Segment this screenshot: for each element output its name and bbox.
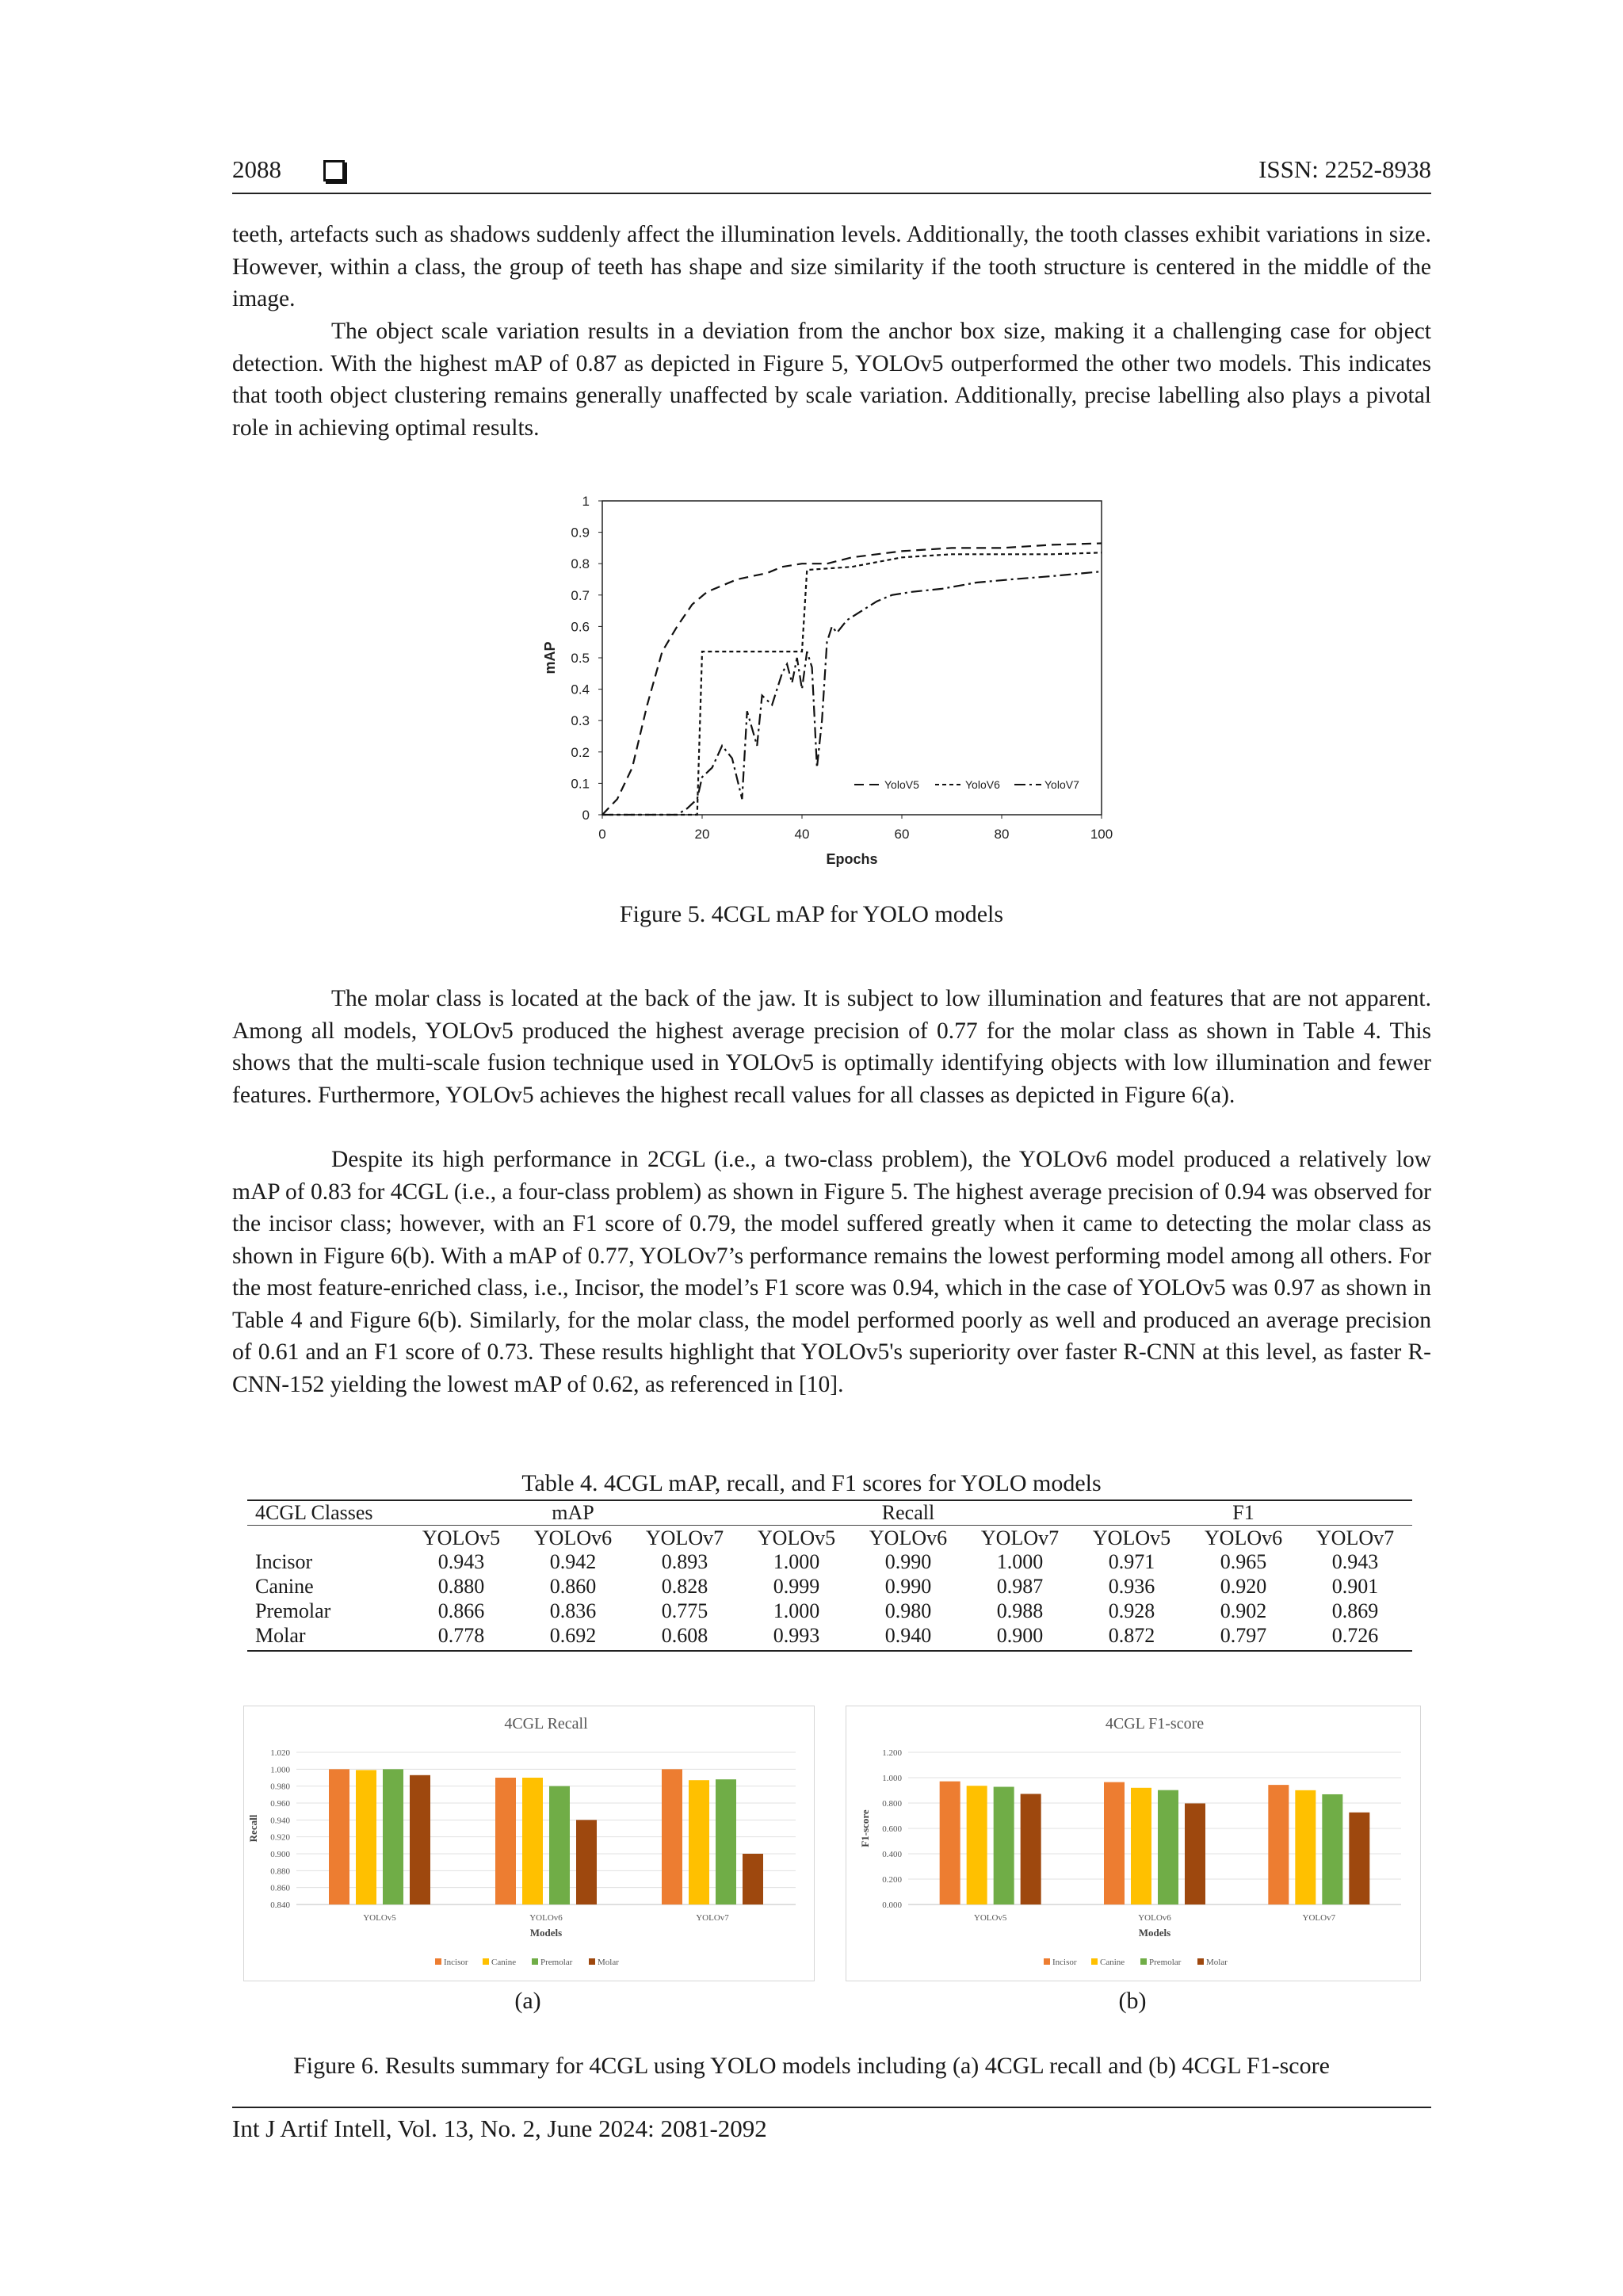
table-cell: 0.901 — [1331, 1575, 1379, 1598]
table-cell: 0.866 — [437, 1599, 485, 1622]
y-tick-label: 0.7 — [571, 587, 590, 603]
y-tick-label: 0.9 — [571, 525, 590, 541]
table-bottom-rule — [247, 1650, 1412, 1652]
page-header — [232, 155, 1431, 195]
table-subheader: YOLOv7 — [980, 1526, 1060, 1549]
table-cell: 0.872 — [1108, 1624, 1155, 1647]
table-cell: 1.000 — [773, 1599, 820, 1622]
x-axis-label: Models — [529, 1927, 563, 1939]
table-cell: 1.000 — [773, 1550, 820, 1573]
figure-6a-label: (a) — [514, 1988, 541, 2014]
table-cell: 0.920 — [1220, 1575, 1267, 1598]
y-tick-label: 1.020 — [270, 1748, 290, 1758]
bar-incisor-yolov7 — [662, 1769, 682, 1904]
bar-molar-yolov6 — [1185, 1803, 1205, 1904]
table-cell: 0.943 — [1331, 1550, 1379, 1573]
table-cell: 0.778 — [437, 1624, 485, 1647]
x-tick-label: 60 — [894, 827, 910, 842]
table-cell: 0.940 — [884, 1624, 932, 1647]
bar-canine-yolov5 — [967, 1786, 987, 1904]
x-tick-label: 100 — [1090, 827, 1113, 842]
y-tick-label: 0.000 — [882, 1901, 902, 1910]
bar-canine-yolov5 — [356, 1770, 376, 1904]
bar-incisor-yolov5 — [329, 1769, 349, 1904]
recall-chart-frame — [243, 1706, 815, 1981]
table-subheader: YOLOv6 — [869, 1526, 948, 1549]
bar-premolar-yolov5 — [383, 1769, 403, 1904]
chart-title: 4CGL Recall — [504, 1715, 588, 1733]
y-tick-label: 0.4 — [571, 682, 590, 697]
legend-label-canine: Canine — [491, 1958, 517, 1967]
recall-bar-chart — [244, 1706, 814, 1981]
y-tick-label: 0.860 — [270, 1883, 290, 1893]
table-subheader: YOLOv6 — [1204, 1526, 1283, 1549]
footer-rule — [232, 2107, 1431, 2108]
legend-label-incisor: Incisor — [1052, 1958, 1077, 1967]
figure-6-caption: Figure 6. Results summary for 4CGL using YOLO models including (a) 4CGL recall and (b) 4CGL F1-score — [293, 2053, 1330, 2079]
bar-premolar-yolov7 — [716, 1779, 736, 1904]
y-tick-label: 0.8 — [571, 556, 590, 572]
x-tick-label: 20 — [694, 827, 710, 842]
table-cell: 0.971 — [1108, 1550, 1155, 1573]
legend-swatch-canine — [1091, 1958, 1098, 1965]
legend-swatch-incisor — [1044, 1958, 1050, 1965]
y-axis-label: mAP — [542, 641, 558, 674]
y-tick-label: 0.600 — [882, 1824, 902, 1834]
series-line-yolov5 — [602, 544, 1102, 816]
footer-citation: Int J Artif Intell, Vol. 13, No. 2, June 2024: 2081-2092 — [232, 2115, 767, 2142]
table-cell: 0.928 — [1108, 1599, 1155, 1622]
x-tick-label: YOLOv6 — [1138, 1913, 1171, 1923]
table-cell: 0.775 — [661, 1599, 708, 1622]
table-cell: 0.797 — [1220, 1624, 1267, 1647]
legend-swatch-incisor — [435, 1958, 441, 1965]
y-tick-label: 0.2 — [571, 744, 590, 760]
table-cell: 0.936 — [1108, 1575, 1155, 1598]
legend-label-canine: Canine — [1100, 1958, 1125, 1967]
table-cell: 0.965 — [1220, 1550, 1267, 1573]
table-cell: 0.980 — [884, 1599, 932, 1622]
table-cell: 0.943 — [437, 1550, 485, 1573]
table-header-map: mAP — [552, 1501, 594, 1524]
x-axis-label: Epochs — [826, 851, 878, 867]
legend-swatch-canine — [483, 1958, 489, 1965]
table-subheader: YOLOv5 — [757, 1526, 836, 1549]
table-cell: 0.900 — [996, 1624, 1044, 1647]
table-cell: 0.993 — [773, 1624, 820, 1647]
header-rule — [232, 193, 1431, 194]
table-cell: 0.860 — [549, 1575, 597, 1598]
x-tick-label: 80 — [994, 827, 1010, 842]
table-cell: 0.880 — [437, 1575, 485, 1598]
bar-molar-yolov5 — [410, 1775, 430, 1904]
table-row-label: Premolar — [255, 1599, 331, 1622]
y-tick-label: 0.960 — [270, 1799, 290, 1809]
legend-swatch-molar — [589, 1958, 595, 1965]
bar-molar-yolov6 — [576, 1820, 597, 1904]
table-cell: 0.990 — [884, 1550, 932, 1573]
table-4-caption: Table 4. 4CGL mAP, recall, and F1 scores for YOLO models — [521, 1470, 1102, 1496]
table-subheader: YOLOv5 — [1092, 1526, 1171, 1549]
series-line-yolov6 — [602, 552, 1102, 815]
legend-label-molar: Molar — [598, 1958, 619, 1967]
table-cell: 0.999 — [773, 1575, 820, 1598]
y-tick-label: 0.980 — [270, 1782, 290, 1792]
plot-area — [602, 501, 1102, 815]
chart-title: 4CGL F1-score — [1105, 1715, 1205, 1733]
bar-incisor-yolov6 — [1104, 1782, 1125, 1904]
paragraph-3: The molar class is located at the back of the jaw. It is subject to low illumination and features that are not apparent. Among all models, YOLOv5 produced the highest average precision of 0.77 for the molar class as shown in Table 4. This shows that the multi-scale fusion technique used in YOLOv5 is optimally identifying objects with low illumination and fewer features. Furthermore, YOLOv5 achieves the highest recall values for all classes as depicted in Figure 6(a). — [232, 986, 1431, 1108]
table-cell: 0.869 — [1331, 1599, 1379, 1622]
figure-6b-label: (b) — [1118, 1988, 1147, 2014]
y-tick-label: 0 — [582, 808, 590, 823]
bar-molar-yolov7 — [743, 1854, 763, 1904]
legend-label-premolar: Premolar — [540, 1958, 573, 1967]
y-tick-label: 0.900 — [270, 1850, 290, 1859]
x-tick-label: YOLOv7 — [1302, 1913, 1336, 1923]
bar-canine-yolov7 — [689, 1780, 709, 1904]
table-row-label: Canine — [255, 1575, 314, 1598]
table-subheader: YOLOv7 — [645, 1526, 724, 1549]
series-line-yolov7 — [602, 571, 1102, 815]
issn: ISSN: 2252-8938 — [1258, 155, 1431, 183]
bar-premolar-yolov7 — [1322, 1794, 1342, 1904]
bar-molar-yolov5 — [1021, 1794, 1041, 1904]
table-cell: 0.988 — [996, 1599, 1044, 1622]
y-tick-label: 0.920 — [270, 1832, 290, 1843]
table-row-label: Molar — [255, 1624, 306, 1647]
x-axis-label: Models — [1138, 1927, 1171, 1939]
y-tick-label: 1.200 — [882, 1748, 902, 1758]
y-axis-label: F1-score — [859, 1809, 871, 1847]
figure-5-line-chart — [523, 483, 1125, 880]
bar-premolar-yolov6 — [549, 1786, 570, 1904]
table-subheader: YOLOv6 — [533, 1526, 613, 1549]
y-tick-label: 0.6 — [571, 619, 590, 635]
x-tick-label: 0 — [598, 827, 606, 842]
bar-incisor-yolov6 — [495, 1778, 516, 1904]
table-row-label: Incisor — [255, 1550, 313, 1573]
legend-label-yolov6: YoloV6 — [965, 778, 1000, 791]
bar-molar-yolov7 — [1349, 1813, 1369, 1904]
legend-swatch-premolar — [532, 1958, 538, 1965]
table-cell: 0.836 — [549, 1599, 597, 1622]
y-tick-label: 0.400 — [882, 1850, 902, 1859]
table-subheader: YOLOv5 — [422, 1526, 501, 1549]
table-subheader: YOLOv7 — [1316, 1526, 1395, 1549]
x-tick-label: YOLOv5 — [363, 1913, 396, 1923]
y-tick-label: 0.3 — [571, 713, 590, 729]
table-cell: 0.692 — [549, 1624, 597, 1647]
bar-canine-yolov7 — [1295, 1790, 1316, 1904]
legend-label-incisor: Incisor — [444, 1958, 468, 1967]
bar-canine-yolov6 — [522, 1778, 543, 1904]
y-tick-label: 0.5 — [571, 651, 590, 666]
table-header-f1: F1 — [1232, 1501, 1254, 1524]
f1-bar-chart — [846, 1706, 1420, 1981]
y-tick-label: 0.880 — [270, 1866, 290, 1877]
paragraph-2: The object scale variation results in a deviation from the anchor box size, making it a challenging case for object detection. With the highest mAP of 0.87 as depicted in Figure 5, YOLOv5 outperformed the other two models. This indicates that tooth object clustering remains generally unaffected by scale variation. Additionally, precise labelling also plays a pivotal role in achieving optimal results. — [232, 319, 1431, 441]
bar-incisor-yolov7 — [1268, 1785, 1289, 1904]
y-tick-label: 1.000 — [270, 1765, 290, 1775]
table-cell: 0.987 — [996, 1575, 1044, 1598]
legend-label-yolov7: YoloV7 — [1044, 778, 1079, 791]
x-tick-label: 40 — [794, 827, 810, 842]
y-tick-label: 0.800 — [882, 1799, 902, 1809]
bar-canine-yolov6 — [1131, 1788, 1151, 1904]
page-number: 2088 — [232, 155, 281, 183]
table-header-classes: 4CGL Classes — [255, 1501, 373, 1524]
y-axis-label: Recall — [247, 1814, 259, 1843]
paragraph-1: teeth, artefacts such as shadows suddenly affect the illumination levels. Additionally, the tooth classes exhibit variations in size. However, within a class, the group of teeth has shape and size similarity if the tooth structure is centered in the middle of the image. — [232, 222, 1431, 311]
x-tick-label: YOLOv5 — [973, 1913, 1007, 1923]
figure-5-caption: Figure 5. 4CGL mAP for YOLO models — [619, 901, 1004, 927]
table-cell: 0.893 — [661, 1550, 708, 1573]
legend-label-yolov5: YoloV5 — [884, 778, 919, 791]
table-cell: 0.726 — [1331, 1624, 1379, 1647]
y-tick-label: 0.940 — [270, 1816, 290, 1826]
y-tick-label: 0.840 — [270, 1901, 290, 1910]
paragraph-4: Despite its high performance in 2CGL (i.e., a two-class problem), the YOLOv6 model produced a relatively low mAP of 0.83 for 4CGL (i.e., a four-class problem) as shown in Figure 5. The highest average precision of 0.94 was observed for the incisor class; however, with an F1 score of 0.79, the model suffered greatly when it came to detecting the molar class as shown in Figure 6(b). With a mAP of 0.77, YOLOv7’s performance remains the lowest performing model among all others. For the most feature-enriched class, i.e., Incisor, the model’s F1 score was 0.94, which in the case of YOLOv5 was 0.97 as shown in Table 4 and Figure 6(b). Similarly, for the molar class, the model performed poorly as well and produced an average precision of 0.61 and an F1 score of 0.73. These results highlight that YOLOv5's superiority over faster R-CNN at this level, as faster R-CNN-152 yielding the lowest mAP of 0.62, as referenced in [10]. — [232, 1147, 1431, 1397]
table-cell: 1.000 — [996, 1550, 1044, 1573]
table-cell: 0.942 — [549, 1550, 597, 1573]
y-tick-label: 0.200 — [882, 1875, 902, 1885]
f1-chart-frame — [846, 1706, 1421, 1981]
table-cell: 0.608 — [661, 1624, 708, 1647]
legend-label-molar: Molar — [1206, 1958, 1228, 1967]
bar-incisor-yolov5 — [940, 1782, 960, 1904]
x-tick-label: YOLOv7 — [696, 1913, 729, 1923]
table-cell: 0.990 — [884, 1575, 932, 1598]
table-header-recall: Recall — [881, 1501, 935, 1524]
x-tick-label: YOLOv6 — [529, 1913, 563, 1923]
table-cell: 0.902 — [1220, 1599, 1267, 1622]
square-icon — [323, 160, 345, 181]
legend-swatch-molar — [1197, 1958, 1204, 1965]
legend-label-premolar: Premolar — [1149, 1958, 1182, 1967]
bar-premolar-yolov6 — [1158, 1790, 1178, 1904]
y-tick-label: 1.000 — [882, 1774, 902, 1783]
y-tick-label: 1 — [582, 494, 590, 509]
bar-premolar-yolov5 — [994, 1787, 1014, 1904]
table-cell: 0.828 — [661, 1575, 708, 1598]
legend-swatch-premolar — [1140, 1958, 1147, 1965]
table-header-rule — [247, 1525, 1412, 1526]
y-tick-label: 0.1 — [571, 776, 590, 792]
